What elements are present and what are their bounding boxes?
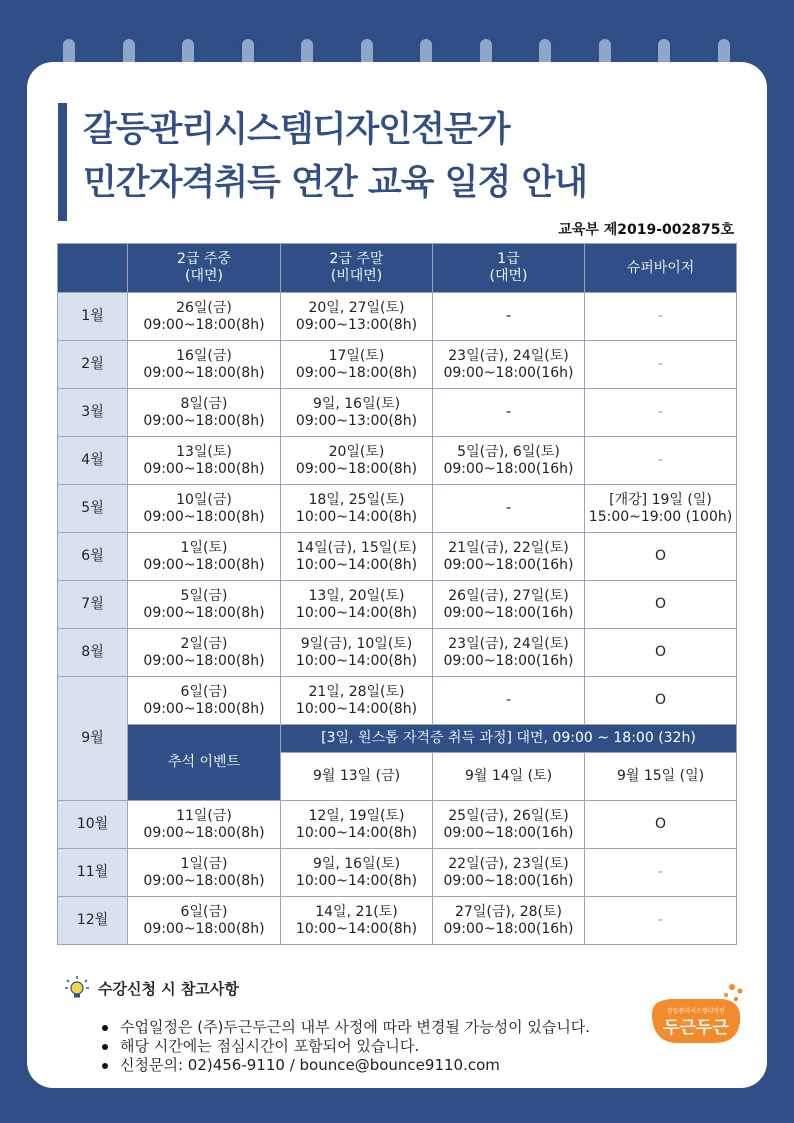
note-item: 신청문의: 02)456-9110 / bounce@bounce9110.com bbox=[100, 1056, 590, 1075]
level2-weekend-cell: 20일(토) 09:00~18:00(8h) bbox=[281, 437, 433, 485]
table-row bbox=[58, 897, 737, 945]
supervisor-cell: - bbox=[585, 849, 737, 897]
level1-cell: 5일(금), 6일(토) 09:00~18:00(16h) bbox=[433, 437, 585, 485]
month-cell: 12월 bbox=[58, 897, 128, 945]
level1-cell: 26일(금), 27일(토) 09:00~18:00(16h) bbox=[433, 581, 585, 629]
level2-weekend-cell: 14일, 21(토) 10:00~14:00(8h) bbox=[281, 897, 433, 945]
table-row bbox=[58, 485, 737, 533]
event-day-cell: 9월 15일 (일) bbox=[585, 753, 737, 801]
header-supervisor: 슈퍼바이저 bbox=[585, 244, 737, 293]
table-row bbox=[58, 581, 737, 629]
level2-weekend-cell: 20일, 27일(토) 09:00~13:00(8h) bbox=[281, 293, 433, 341]
title-line-1: 갈등관리시스템디자인전문가 bbox=[83, 110, 510, 150]
level1-cell: 22일(금), 23일(토) 09:00~18:00(16h) bbox=[433, 849, 585, 897]
title-accent-bar bbox=[58, 103, 67, 221]
supervisor-cell: - bbox=[585, 897, 737, 945]
logo-top-text: 갈등관리시스템디자인 bbox=[667, 1008, 725, 1015]
level2-weekend-cell: 18일, 25일(토) 10:00~14:00(8h) bbox=[281, 485, 433, 533]
level2-weekend-cell: 13일, 20일(토) 10:00~14:00(8h) bbox=[281, 581, 433, 629]
level1-cell: - bbox=[433, 389, 585, 437]
supervisor-cell: O bbox=[585, 581, 737, 629]
notes-list bbox=[100, 1018, 590, 1075]
level2-weekday-cell: 8일(금) 09:00~18:00(8h) bbox=[128, 389, 281, 437]
level1-cell: 27일(금), 28(토) 09:00~18:00(16h) bbox=[433, 897, 585, 945]
supervisor-cell: O bbox=[585, 533, 737, 581]
month-cell: 9월 bbox=[58, 677, 128, 801]
month-cell: 8월 bbox=[58, 629, 128, 677]
level2-weekday-cell: 13일(토) 09:00~18:00(8h) bbox=[128, 437, 281, 485]
month-cell: 4월 bbox=[58, 437, 128, 485]
level2-weekday-cell: 10일(금) 09:00~18:00(8h) bbox=[128, 485, 281, 533]
logo-main-text: 두근두근 bbox=[663, 1018, 729, 1038]
note-item: 해당 시간에는 점심시간이 포함되어 있습니다. bbox=[100, 1037, 590, 1056]
table-row bbox=[58, 629, 737, 677]
header-row bbox=[58, 244, 737, 293]
month-cell: 6월 bbox=[58, 533, 128, 581]
table-row bbox=[58, 677, 737, 725]
level1-cell: - bbox=[433, 293, 585, 341]
level1-cell: - bbox=[433, 677, 585, 725]
notes-section bbox=[64, 975, 239, 1001]
supervisor-cell: - bbox=[585, 389, 737, 437]
table-row bbox=[58, 533, 737, 581]
level2-weekday-cell: 6일(금) 09:00~18:00(8h) bbox=[128, 677, 281, 725]
level1-cell: - bbox=[433, 485, 585, 533]
level2-weekend-cell: 9일, 16일(토) 10:00~14:00(8h) bbox=[281, 849, 433, 897]
header-level2-weekend: 2급 주말 (비대면) bbox=[281, 244, 433, 293]
month-cell: 5월 bbox=[58, 485, 128, 533]
title-line-2: 민간자격취득 연간 교육 일정 안내 bbox=[83, 163, 588, 203]
table-row bbox=[58, 293, 737, 341]
table-row bbox=[58, 801, 737, 849]
notes-heading: 수강신청 시 참고사항 bbox=[98, 979, 239, 998]
supervisor-cell: O bbox=[585, 801, 737, 849]
header-level1: 1급 (대면) bbox=[433, 244, 585, 293]
level2-weekday-cell: 5일(금) 09:00~18:00(8h) bbox=[128, 581, 281, 629]
supervisor-cell: O bbox=[585, 677, 737, 725]
event-banner-row bbox=[58, 725, 737, 753]
month-cell: 1월 bbox=[58, 293, 128, 341]
header-level2-weekday: 2급 주중 (대면) bbox=[128, 244, 281, 293]
event-day-cell: 9월 13일 (금) bbox=[281, 753, 433, 801]
supervisor-cell: - bbox=[585, 341, 737, 389]
table-row bbox=[58, 341, 737, 389]
level2-weekday-cell: 1일(금) 09:00~18:00(8h) bbox=[128, 849, 281, 897]
month-cell: 10월 bbox=[58, 801, 128, 849]
month-cell: 11월 bbox=[58, 849, 128, 897]
level2-weekend-cell: 14일(금), 15일(토) 10:00~14:00(8h) bbox=[281, 533, 433, 581]
month-cell: 7월 bbox=[58, 581, 128, 629]
level2-weekend-cell: 17일(토) 09:00~18:00(8h) bbox=[281, 341, 433, 389]
level1-cell: 21일(금), 22일(토) 09:00~18:00(16h) bbox=[433, 533, 585, 581]
note-item: 수업일정은 (주)두근두근의 내부 사정에 따라 변경될 가능성이 있습니다. bbox=[100, 1018, 590, 1037]
company-logo bbox=[644, 977, 749, 1052]
level2-weekend-cell: 12일, 19일(토) 10:00~14:00(8h) bbox=[281, 801, 433, 849]
supervisor-cell: - bbox=[585, 293, 737, 341]
header-corner bbox=[58, 244, 128, 293]
month-cell: 3월 bbox=[58, 389, 128, 437]
month-cell: 2월 bbox=[58, 341, 128, 389]
table-row bbox=[58, 437, 737, 485]
supervisor-cell: [개강] 19일 (일) 15:00~19:00 (100h) bbox=[585, 485, 737, 533]
level2-weekday-cell: 1일(토) 09:00~18:00(8h) bbox=[128, 533, 281, 581]
event-day-cell: 9월 14일 (토) bbox=[433, 753, 585, 801]
table-row bbox=[58, 849, 737, 897]
supervisor-cell: O bbox=[585, 629, 737, 677]
level1-cell: 23일(금), 24일(토) 09:00~18:00(16h) bbox=[433, 341, 585, 389]
level2-weekend-cell: 21일, 28일(토) 10:00~14:00(8h) bbox=[281, 677, 433, 725]
level2-weekday-cell: 11일(금) 09:00~18:00(8h) bbox=[128, 801, 281, 849]
event-label-cell: 추석 이벤트 bbox=[128, 725, 281, 801]
lightbulb-icon bbox=[64, 975, 90, 1001]
registration-number: 교육부 제2019-002875호 bbox=[558, 222, 734, 238]
level2-weekday-cell: 16일(금) 09:00~18:00(8h) bbox=[128, 341, 281, 389]
level1-cell: 23일(금), 24일(토) 09:00~18:00(16h) bbox=[433, 629, 585, 677]
level2-weekday-cell: 2일(금) 09:00~18:00(8h) bbox=[128, 629, 281, 677]
supervisor-cell: - bbox=[585, 437, 737, 485]
level1-cell: 25일(금), 26일(토) 09:00~18:00(16h) bbox=[433, 801, 585, 849]
level2-weekend-cell: 9일(금), 10일(토) 10:00~14:00(8h) bbox=[281, 629, 433, 677]
event-banner: [3일, 원스톱 자격증 취득 과정] 대면, 09:00 ~ 18:00 (32h) bbox=[281, 725, 737, 753]
page-title bbox=[83, 104, 587, 210]
level2-weekday-cell: 26일(금) 09:00~18:00(8h) bbox=[128, 293, 281, 341]
schedule-table bbox=[57, 243, 737, 945]
table-row bbox=[58, 389, 737, 437]
level2-weekday-cell: 6일(금) 09:00~18:00(8h) bbox=[128, 897, 281, 945]
level2-weekend-cell: 9일, 16일(토) 09:00~13:00(8h) bbox=[281, 389, 433, 437]
